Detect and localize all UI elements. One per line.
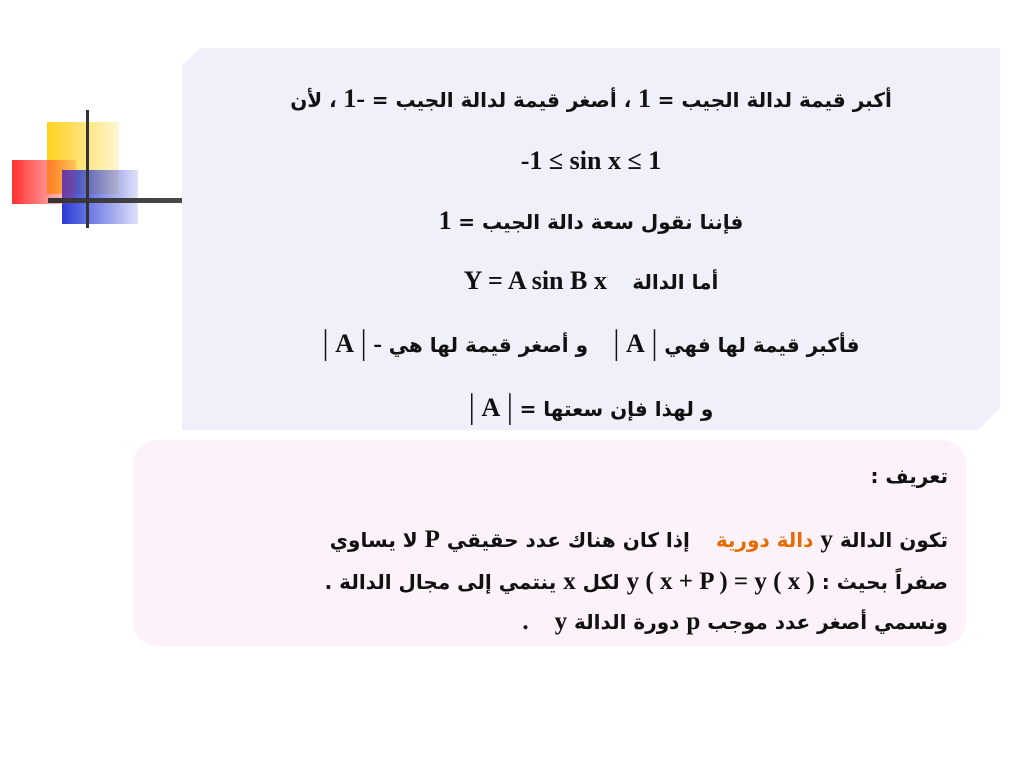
abs-bar: | bbox=[360, 323, 367, 362]
value-minus-one: 1- bbox=[343, 84, 366, 113]
variable-p: p bbox=[686, 608, 701, 635]
general-function-line bbox=[182, 266, 1000, 296]
period-mark: . bbox=[522, 608, 529, 635]
text-segment: صفراً بحيث : bbox=[821, 570, 948, 594]
text-segment: ينتمي إلى مجال الدالة . bbox=[324, 570, 557, 594]
deco-vertical-line bbox=[86, 110, 89, 228]
text-segment: دورة الدالة bbox=[574, 610, 680, 634]
sine-inequality-line bbox=[182, 146, 1000, 176]
text-segment: أكبر قيمة لدالة الجيب = bbox=[657, 88, 892, 112]
amplitude-general-line bbox=[182, 387, 1000, 426]
deco-red-square bbox=[12, 160, 76, 204]
variable-P: P bbox=[424, 526, 440, 553]
definition-title-text: تعريف : bbox=[870, 464, 948, 488]
text-segment: فأكبر قيمة لها فهي bbox=[664, 333, 860, 357]
abs-bar: | bbox=[651, 323, 658, 362]
text-segment: و لهذا فإن سعتها = bbox=[519, 397, 714, 421]
definition-title bbox=[170, 464, 948, 488]
variable-y: y bbox=[820, 526, 833, 553]
periodicity-equation: y ( x + P ) = y ( x ) bbox=[626, 568, 815, 595]
text-segment: ، لأن bbox=[290, 88, 337, 112]
variable-y: y bbox=[554, 608, 568, 635]
text-segment: أما الدالة bbox=[632, 270, 719, 294]
text-segment: ونسمي أصغر عدد موجب bbox=[707, 610, 948, 634]
abs-a-value: A bbox=[626, 329, 645, 358]
abs-bar: | bbox=[322, 323, 329, 362]
definition-line-2 bbox=[170, 568, 948, 596]
max-min-general-line bbox=[182, 323, 1000, 362]
abs-a-value: A bbox=[481, 393, 501, 422]
deco-blue-square bbox=[62, 170, 138, 224]
abs-a-value: A bbox=[335, 329, 354, 358]
definition-line-3 bbox=[170, 608, 948, 636]
abs-bar: | bbox=[506, 387, 513, 426]
variable-x: x bbox=[563, 568, 576, 595]
text-segment: فإننا نقول سعة دالة الجيب = bbox=[458, 210, 744, 234]
text-segment: ، أصغر قيمة لدالة الجيب = bbox=[371, 88, 632, 112]
deco-yellow-square bbox=[47, 122, 119, 194]
sine-inequality-formula: -1 ≤ sin x ≤ 1 bbox=[520, 146, 662, 175]
abs-bar: | bbox=[468, 387, 475, 426]
text-segment: لا يساوي bbox=[329, 528, 418, 552]
function-formula: Y = A sin B x bbox=[463, 266, 607, 295]
value-one: 1 bbox=[637, 84, 651, 113]
sine-amplitude-line bbox=[182, 206, 1000, 236]
periodic-function-term: دالة دورية bbox=[715, 528, 814, 552]
amplitude-value: 1 bbox=[438, 206, 452, 235]
minus-sign: - bbox=[373, 329, 383, 358]
definition-line-1 bbox=[170, 526, 948, 554]
text-segment: لكل bbox=[582, 570, 620, 594]
abs-bar: | bbox=[613, 323, 620, 362]
text-segment: و أصغر قيمة لها هي bbox=[388, 333, 589, 357]
text-segment: تكون الدالة bbox=[839, 528, 948, 552]
max-min-sine-line bbox=[182, 84, 1000, 114]
text-segment: إذا كان هناك عدد حقيقي bbox=[446, 528, 690, 552]
